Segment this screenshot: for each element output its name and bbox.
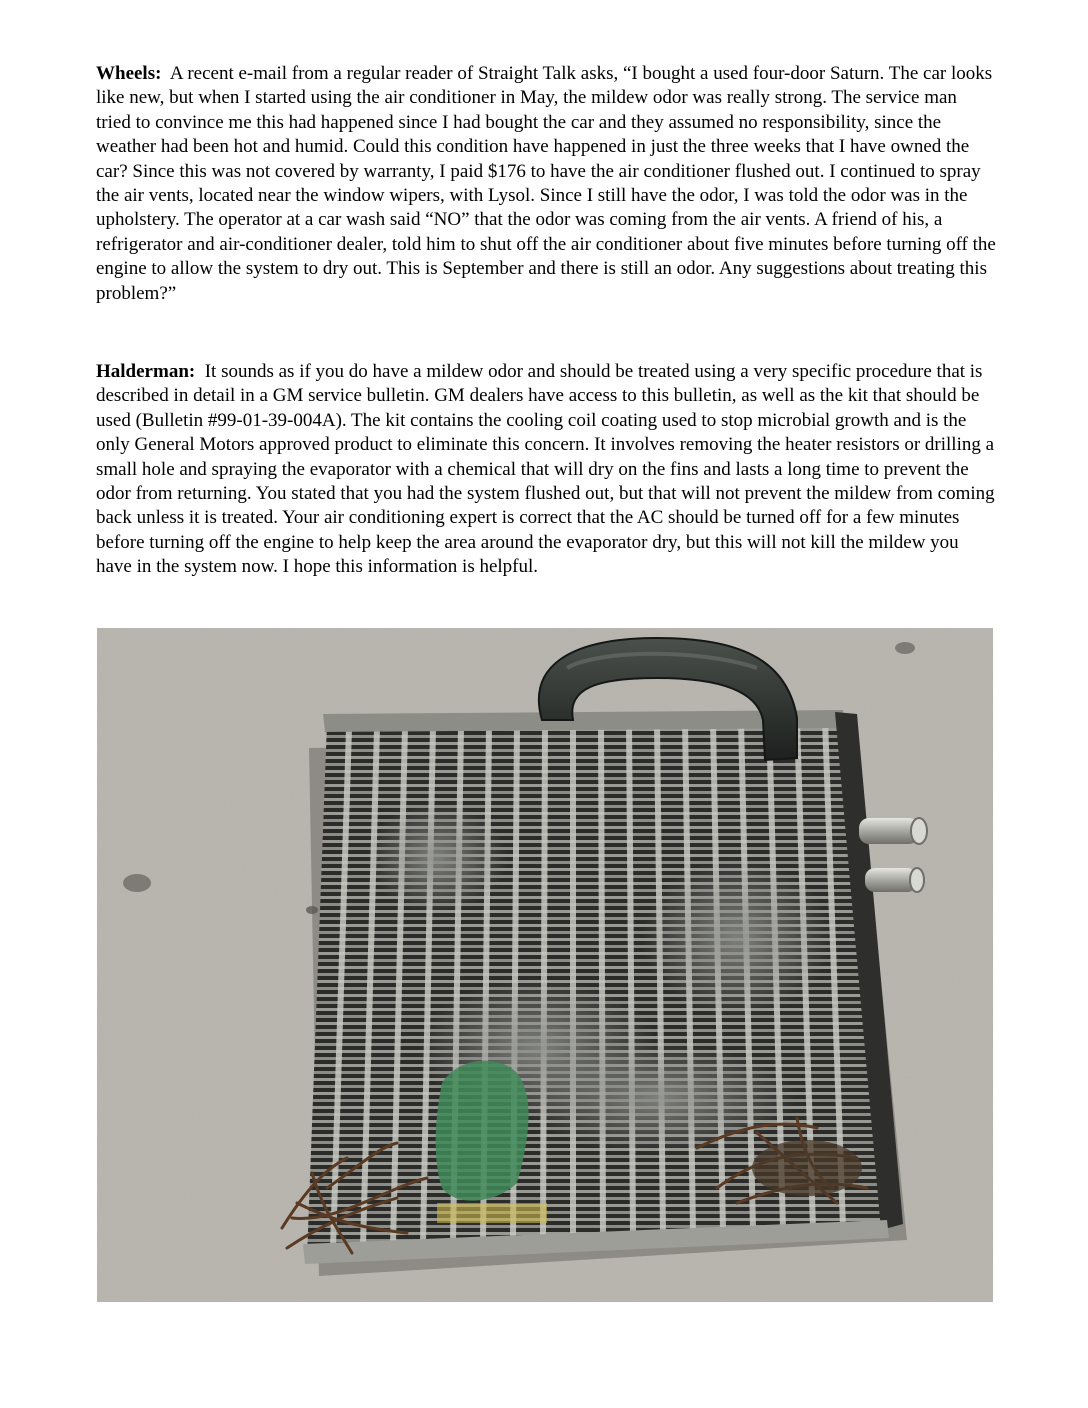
speaker-halderman: Halderman: [96, 361, 196, 382]
wheels-paragraph [96, 62, 996, 306]
inlet-pipe-end [910, 868, 924, 892]
mildew-patch [367, 803, 507, 913]
pebble [895, 642, 915, 654]
green-mold [436, 1061, 529, 1201]
residue [437, 1203, 547, 1223]
evaporator-photo [97, 628, 993, 1302]
mildew-patch [642, 858, 832, 1018]
wheels-question-text: A recent e-mail from a regular reader of Straight Talk asks, “I bought a used four-door Saturn. The car looks like new, but when I started using the air conditioner in May, the mildew odor was really strong. The service man tried to convince me this had happened since I had bought the car and they assumed no responsibility, since the weather had been hot and humid. Could this condition have happened in just the three weeks that I have owned the car? Since this was not covered by warranty, I paid $176 to have the air conditioner flushed out. I continued to spray the air vents, located near the window wipers, with Lysol. Since I still have the odor, I was told the odor was in the upholstery. The operator at a car wash said “NO” that the odor was coming from the air vents. A friend of his, a refrigerator and air-conditioner dealer, told him to shut off the air conditioner about five minutes before turning off the engine to allow the system to dry out. This is September and there is still an odor. Any suggestions about treating this problem?” [96, 63, 996, 304]
debris-clump [752, 1140, 862, 1196]
outlet-pipe-end [911, 818, 927, 844]
mildew-patch [517, 1043, 797, 1153]
halderman-answer-text: It sounds as if you do have a mildew odor and should be treated using a very specific procedure that is described in detail in a GM service bulletin. GM dealers have access to this bulletin, as well as the kit that should be used (Bulletin #99-01-39-004A). The kit contains the cooling coil coating used to stop microbial growth and is the only General Motors approved product to eliminate this concern. It involves removing the heater resistors or drilling a small hole and spraying the evaporator with a chemical that will dry on the fins and lasts a long time to prevent the odor from returning. You stated that you had the system flushed out, but that will not prevent the mildew from coming back unless it is treated. Your air conditioning expert is correct that the AC should be turned off for a few minutes before turning off the engine to help keep the area around the evaporator dry, but this will not kill the mildew you have in the system now. I hope this information is helpful. [96, 361, 995, 578]
speaker-wheels: Wheels: [96, 63, 162, 84]
pebble [123, 874, 151, 892]
halderman-paragraph [96, 360, 996, 580]
